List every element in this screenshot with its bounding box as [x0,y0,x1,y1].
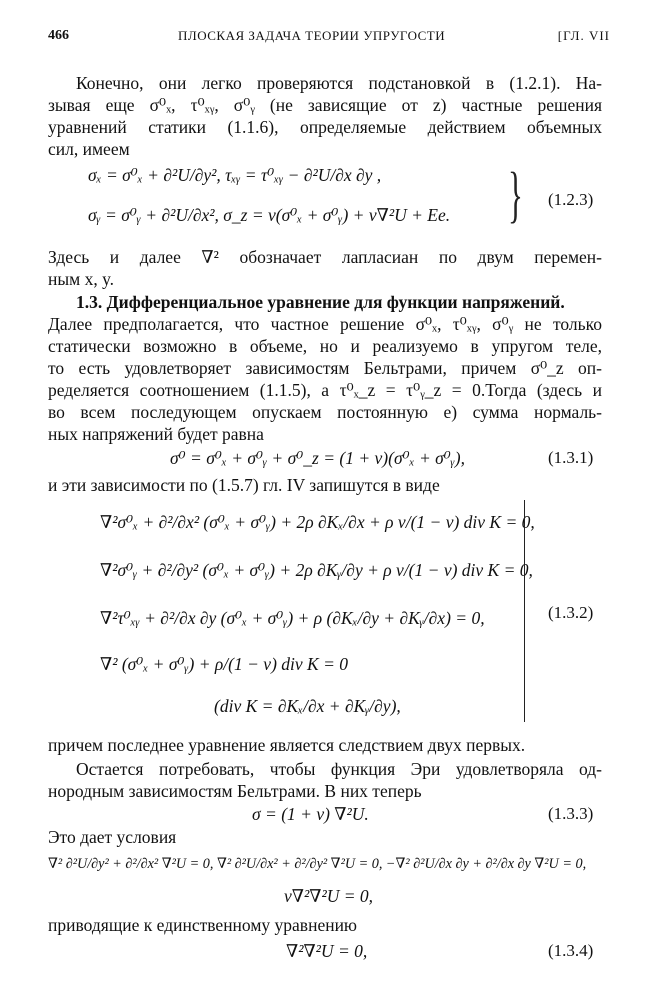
right-bracket-line [520,500,525,722]
equation-number: (1.3.3) [548,804,594,823]
right-brace: } [508,161,523,229]
equation-line: σ⁰ = σ⁰ₓ + σ⁰ᵧ + σ⁰_z = (1 + ν)(σ⁰ₓ + σ⁰ᵧ), [170,448,466,468]
text-line: Остается потребовать, чтобы функция Эри удовлетворяла од- [76,759,602,779]
text-line: нородным зависимостям Бельтрами. В них теперь [48,781,422,801]
text-line: статически возможно в объеме, но и реализуемо в упругом теле, [48,336,602,356]
equation-line: ∇² (σ⁰ₓ + σ⁰ᵧ) + ρ/(1 − ν) div K = 0 [100,654,349,674]
equation-line: (div K = ∂Kₓ/∂x + ∂Kᵧ/∂y), [214,696,401,716]
page-number: 466 [48,28,69,43]
section-title: Дифференциальное уравнение для функции напряжений. [106,292,565,312]
page-header [48,28,610,50]
chapter-label: [ГЛ. VII [557,28,610,43]
running-title: ПЛОСКАЯ ЗАДАЧА ТЕОРИИ УПРУГОСТИ [178,28,446,43]
equation-line: ∇²τ⁰ₓᵧ + ∂²/∂x ∂y (σ⁰ₓ + σ⁰ᵧ) + ρ (∂Kₓ/∂y + ∂Kᵧ/∂x) = 0, [100,608,485,628]
text-line: сил, имеем [48,139,130,159]
equation-line: ∇²σ⁰ₓ + ∂²/∂x² (σ⁰ₓ + σ⁰ᵧ) + 2ρ ∂Kₓ/∂x + ρ ν/(1 − ν) div K = 0, [100,512,535,532]
text-line: приводящие к единственному уравнению [48,915,358,935]
text-line: Далее предполагается, что частное решение σ⁰ₓ, τ⁰ₓᵧ, σ⁰ᵧ не только [48,314,602,334]
equation-number: (1.3.1) [548,448,594,467]
section-number: 1.3. [76,292,103,312]
text-line: то есть удовлетворяет зависимостям Бельтрами, причем σ⁰_z оп- [48,358,602,378]
text-line: Это дает условия [48,827,177,847]
text-line: Здесь и далее ∇² обозначает лапласиан по двум перемен- [48,247,602,267]
equation-line: ∇²σ⁰ᵧ + ∂²/∂y² (σ⁰ₓ + σ⁰ᵧ) + 2ρ ∂Kᵧ/∂y + ρ ν/(1 − ν) div K = 0, [100,560,533,580]
equation-line: ν∇²∇²U = 0, [284,886,374,906]
equation-number: (1.3.4) [548,941,594,960]
text-line: Конечно, они легко проверяются подстановкой в (1.2.1). На- [76,73,602,93]
section-heading [76,291,602,313]
equation-line: ∇²∇²U = 0, [286,941,368,961]
text-line: ределяется соотношением (1.1.5), а τ⁰ₓ_z = τ⁰ᵧ_z = 0.Тогда (здесь и [48,380,602,400]
equation-line: σ = (1 + ν) ∇²U. [252,804,369,824]
text-line: причем последнее уравнение является следствием двух первых. [48,735,526,755]
equation-number: (1.2.3) [548,190,594,209]
equation-line: σₓ = σ⁰ₓ + ∂²U/∂y², τₓᵧ = τ⁰ₓᵧ − ∂²U/∂x ∂y , [88,165,382,185]
equation-line: σᵧ = σ⁰ᵧ + ∂²U/∂x², σ_z = ν(σ⁰ₓ + σ⁰ᵧ) + ν∇²U + Ee. [88,205,451,225]
equation-line: ∇² ∂²U/∂y² + ∂²/∂x² ∇²U = 0, ∇² ∂²U/∂x² + ∂²/∂y² ∇²U = 0, −∇² ∂²U/∂x ∂y + ∂²/∂x ∂y ∇²U = 0, [48,856,587,872]
equation-number: (1.3.2) [548,603,594,622]
text-line: зывая еще σ⁰ₓ, τ⁰ₓᵧ, σ⁰ᵧ (не зависящие от z) частные решения [48,95,602,115]
text-line: ным x, y. [48,269,115,289]
text-line: ных напряжений будет равна [48,424,264,444]
text-line: уравнений статики (1.1.6), определяемые действием объемных [48,117,602,137]
text-line: во всем последующем опускаем постоянную e) сумма нормаль- [48,402,602,422]
text-line: и эти зависимости по (1.5.7) гл. IV запишутся в виде [48,475,440,495]
